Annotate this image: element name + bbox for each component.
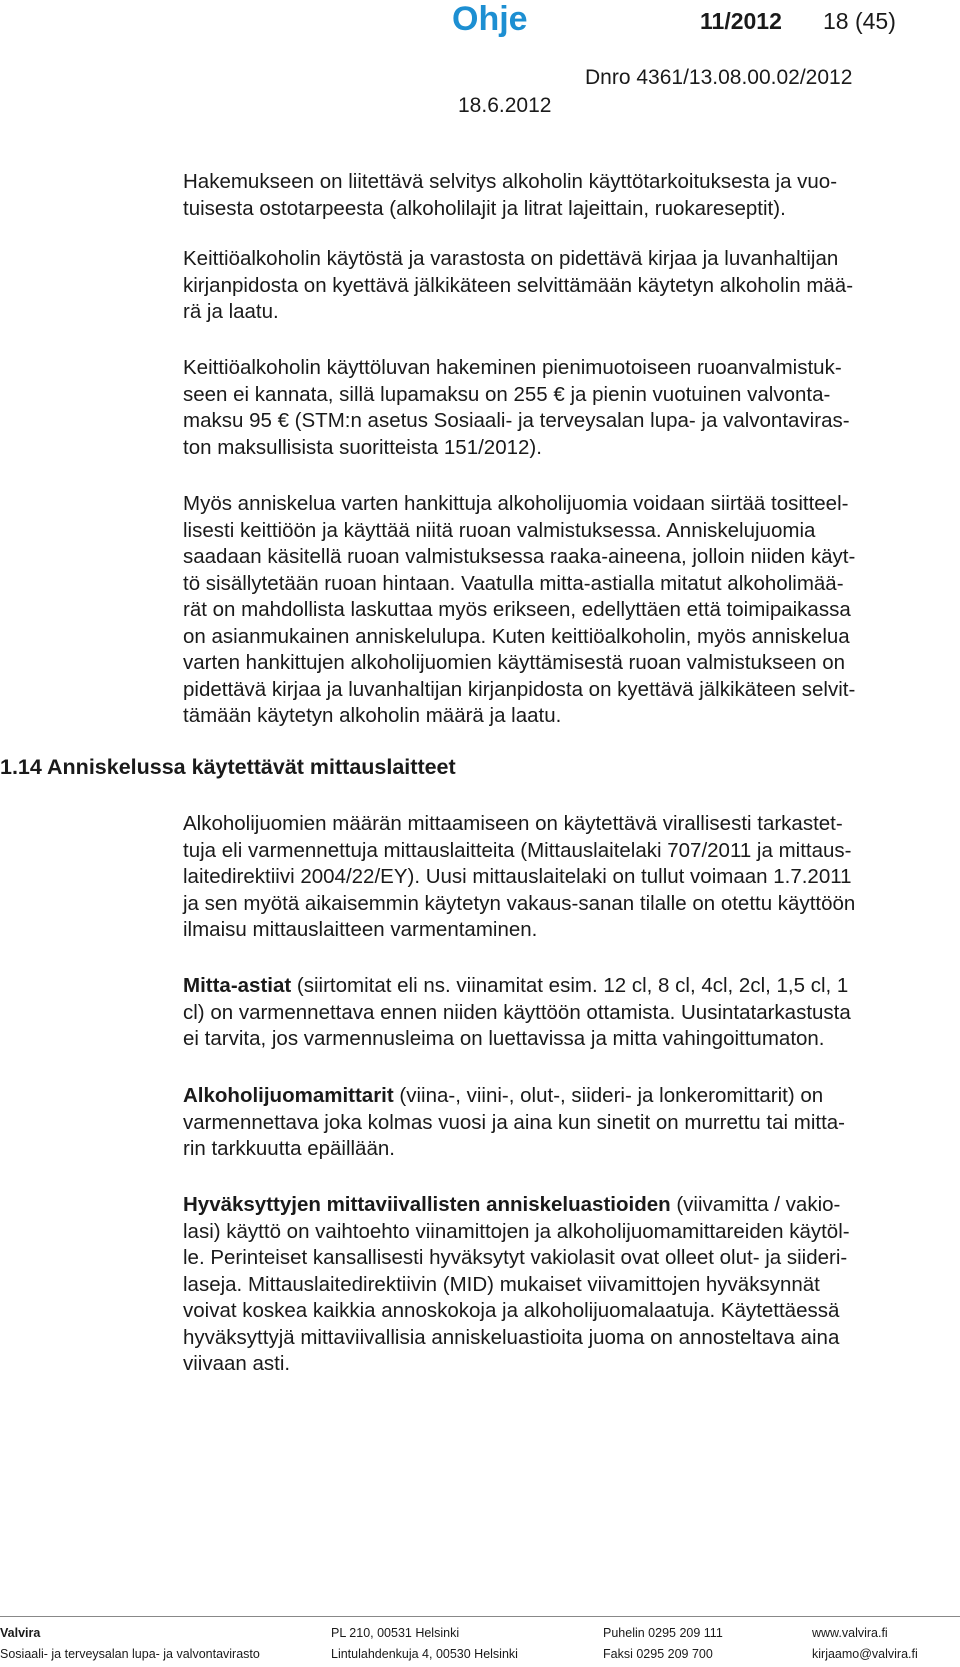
bold-term: Mitta-astiat (183, 974, 292, 997)
footer-email-link[interactable]: kirjaamo@valvira.fi (812, 1647, 918, 1661)
bold-term: Hyväksyttyjen mittaviivallisten anniskeluastioiden (183, 1193, 671, 1216)
footer-org-name-text: Valvira (0, 1626, 41, 1640)
footer-po-box: PL 210, 00531 Helsinki (331, 1626, 460, 1640)
bold-term: Alkoholijuomamittarit (183, 1084, 394, 1107)
text-line: tämään käytetyn alkoholin määrä ja laatu. (183, 704, 562, 727)
paragraph-serving-drinks-in-kitchen (183, 491, 943, 730)
page-number: 18 (45) (823, 8, 896, 34)
text-line: tuja eli varmennettuja mittauslaitteita (Mittauslaitelaki 707/2011 ja mittaus- (183, 838, 852, 862)
text-line: seen ei kannata, sillä lupamaksu on 255 € ja pienin vuotuinen valvonta- (183, 382, 831, 406)
footer-org-name (0, 1626, 40, 1640)
paragraph-serving-vessels (183, 1192, 943, 1378)
text-line: varten hankittujen alkoholijuomien käyttämisestä ruoan valmistukseen on (183, 651, 846, 674)
text-line: ton maksullisista suoritteista 151/2012). (183, 435, 542, 459)
text-line: saadaan käsitellä ruoan valmistuksessa raaka-aineena, jolloin niiden käyt- (183, 545, 856, 568)
footer-org-full-name: Sosiaali- ja terveysalan lupa- ja valvontavirasto (0, 1647, 260, 1661)
text-line: laitedirektiivi 2004/22/EY). Uusi mittauslaitelaki on tullut voimaan 1.7.2011 (183, 865, 852, 888)
paragraph-license-fees (183, 355, 943, 461)
text-line: voivat koskea kaikkia annoskokoja ja alkoholijuomalaatuja. Käytettäessä (183, 1299, 840, 1322)
text-line: tuisesta ostotarpeesta (alkoholilajit ja litrat lajeittain, ruokareseptit). (183, 196, 786, 220)
text-line (183, 1192, 943, 1219)
footer-divider (0, 1616, 960, 1617)
text-line: Keittiöalkoholin käytöstä ja varastosta on pidettävä kirjaa ja luvanhaltijan (183, 247, 839, 270)
text-line: Myös anniskelua varten hankittuja alkoholijuomia voidaan siirtää tositteel- (183, 492, 849, 515)
text-fragment: (viivamitta / vakio- (670, 1193, 841, 1216)
document-type: Ohje (452, 0, 528, 38)
text-line: le. Perinteiset kansallisesti hyväksytyt vakiolasit ovat olleet olut- ja siideri- (183, 1246, 848, 1269)
text-line: pidettävä kirjaa ja luvanhaltijan kirjanpidosta on kyettävä jälkikäteen selvit- (183, 677, 856, 701)
footer-street-address: Lintulahdenkuja 4, 00530 Helsinki (331, 1647, 518, 1661)
paragraph-alcohol-meters (183, 1083, 943, 1163)
text-fragment: (viina-, viini-, olut-, siideri- ja lonkeromittarit) on (393, 1084, 824, 1107)
text-fragment: (siirtomitat eli ns. viinamitat esim. 12 cl, 8 cl, 4cl, 2cl, 1,5 cl, 1 (291, 974, 849, 997)
paragraph-measuring-vessels (183, 973, 943, 1053)
text-line: Keittiöalkoholin käyttöluvan hakeminen pienimuotoiseen ruoanvalmistuk- (183, 356, 842, 379)
registry-number: Dnro 4361/13.08.00.02/2012 (585, 66, 853, 89)
text-line: Alkoholijuomien määrän mittaamiseen on käytettävä virallisesti tarkastet- (183, 812, 843, 835)
footer-fax: Faksi 0295 209 700 (603, 1647, 713, 1661)
footer-phone: Puhelin 0295 209 111 (603, 1626, 723, 1640)
text-line: viivaan asti. (183, 1352, 291, 1375)
footer-website-link[interactable]: www.valvira.fi (812, 1626, 888, 1640)
text-line: kirjanpidosta on kyettävä jälkikäteen selvittämään käytetyn alkoholin mää- (183, 273, 854, 297)
text-line: varmennettava joka kolmas vuosi ja aina kun sinetit on murrettu tai mitta- (183, 1110, 845, 1134)
text-line: maksu 95 € (STM:n asetus Sosiaali- ja terveysalan lupa- ja valvontaviras- (183, 409, 850, 432)
text-line: hyväksyttyjä mittaviivallisia anniskeluastioita juoma on annosteltava aina (183, 1325, 840, 1349)
text-line: rät on mahdollista laskuttaa myös erikseen, edellyttäen että toimipaikassa (183, 598, 851, 621)
text-line: rä ja laatu. (183, 300, 279, 323)
paragraph-application-report (183, 169, 943, 222)
text-line: tö sisällytetään ruoan hintaan. Vaatulla mitta-astialla mitatut alkoholimää- (183, 571, 844, 595)
text-line: ja sen myötä aikaisemmin käytetyn vakaus-sanan tilalle on otettu käyttöön (183, 891, 856, 915)
text-line: ilmaisu mittauslaitteen varmentaminen. (183, 918, 538, 941)
paragraph-measuring-devices (183, 811, 943, 944)
text-line: ei tarvita, jos varmennusleima on luettavissa ja mitta vahingoittumaton. (183, 1027, 825, 1050)
text-line: on asianmukainen anniskelulupa. Kuten keittiöalkoholin, myös anniskelua (183, 624, 850, 648)
text-line: lisesti keittiöön ja käyttää niitä ruoan valmistuksessa. Anniskelujuomia (183, 518, 816, 542)
text-line (183, 973, 943, 1000)
document-number: 11/2012 (700, 8, 782, 34)
text-line: laseja. Mittauslaitedirektiivin (MID) mukaiset viivamittojen hyväksynnät (183, 1272, 820, 1296)
text-line: cl) on varmennettava ennen niiden käyttöön ottamista. Uusintatarkastusta (183, 1000, 851, 1024)
section-heading: 1.14 Anniskelussa käytettävät mittauslaitteet (0, 755, 456, 779)
text-line (183, 1083, 943, 1110)
text-line: lasi) käyttö on vaihtoehto viinamittojen ja alkoholijuomamittareiden käytöl- (183, 1219, 850, 1243)
text-line: Hakemukseen on liitettävä selvitys alkoholin käyttötarkoituksesta ja vuo- (183, 170, 838, 193)
text-line: rin tarkkuutta epäillään. (183, 1137, 395, 1160)
document-date: 18.6.2012 (458, 94, 552, 117)
paragraph-kitchen-alcohol-records (183, 246, 943, 326)
